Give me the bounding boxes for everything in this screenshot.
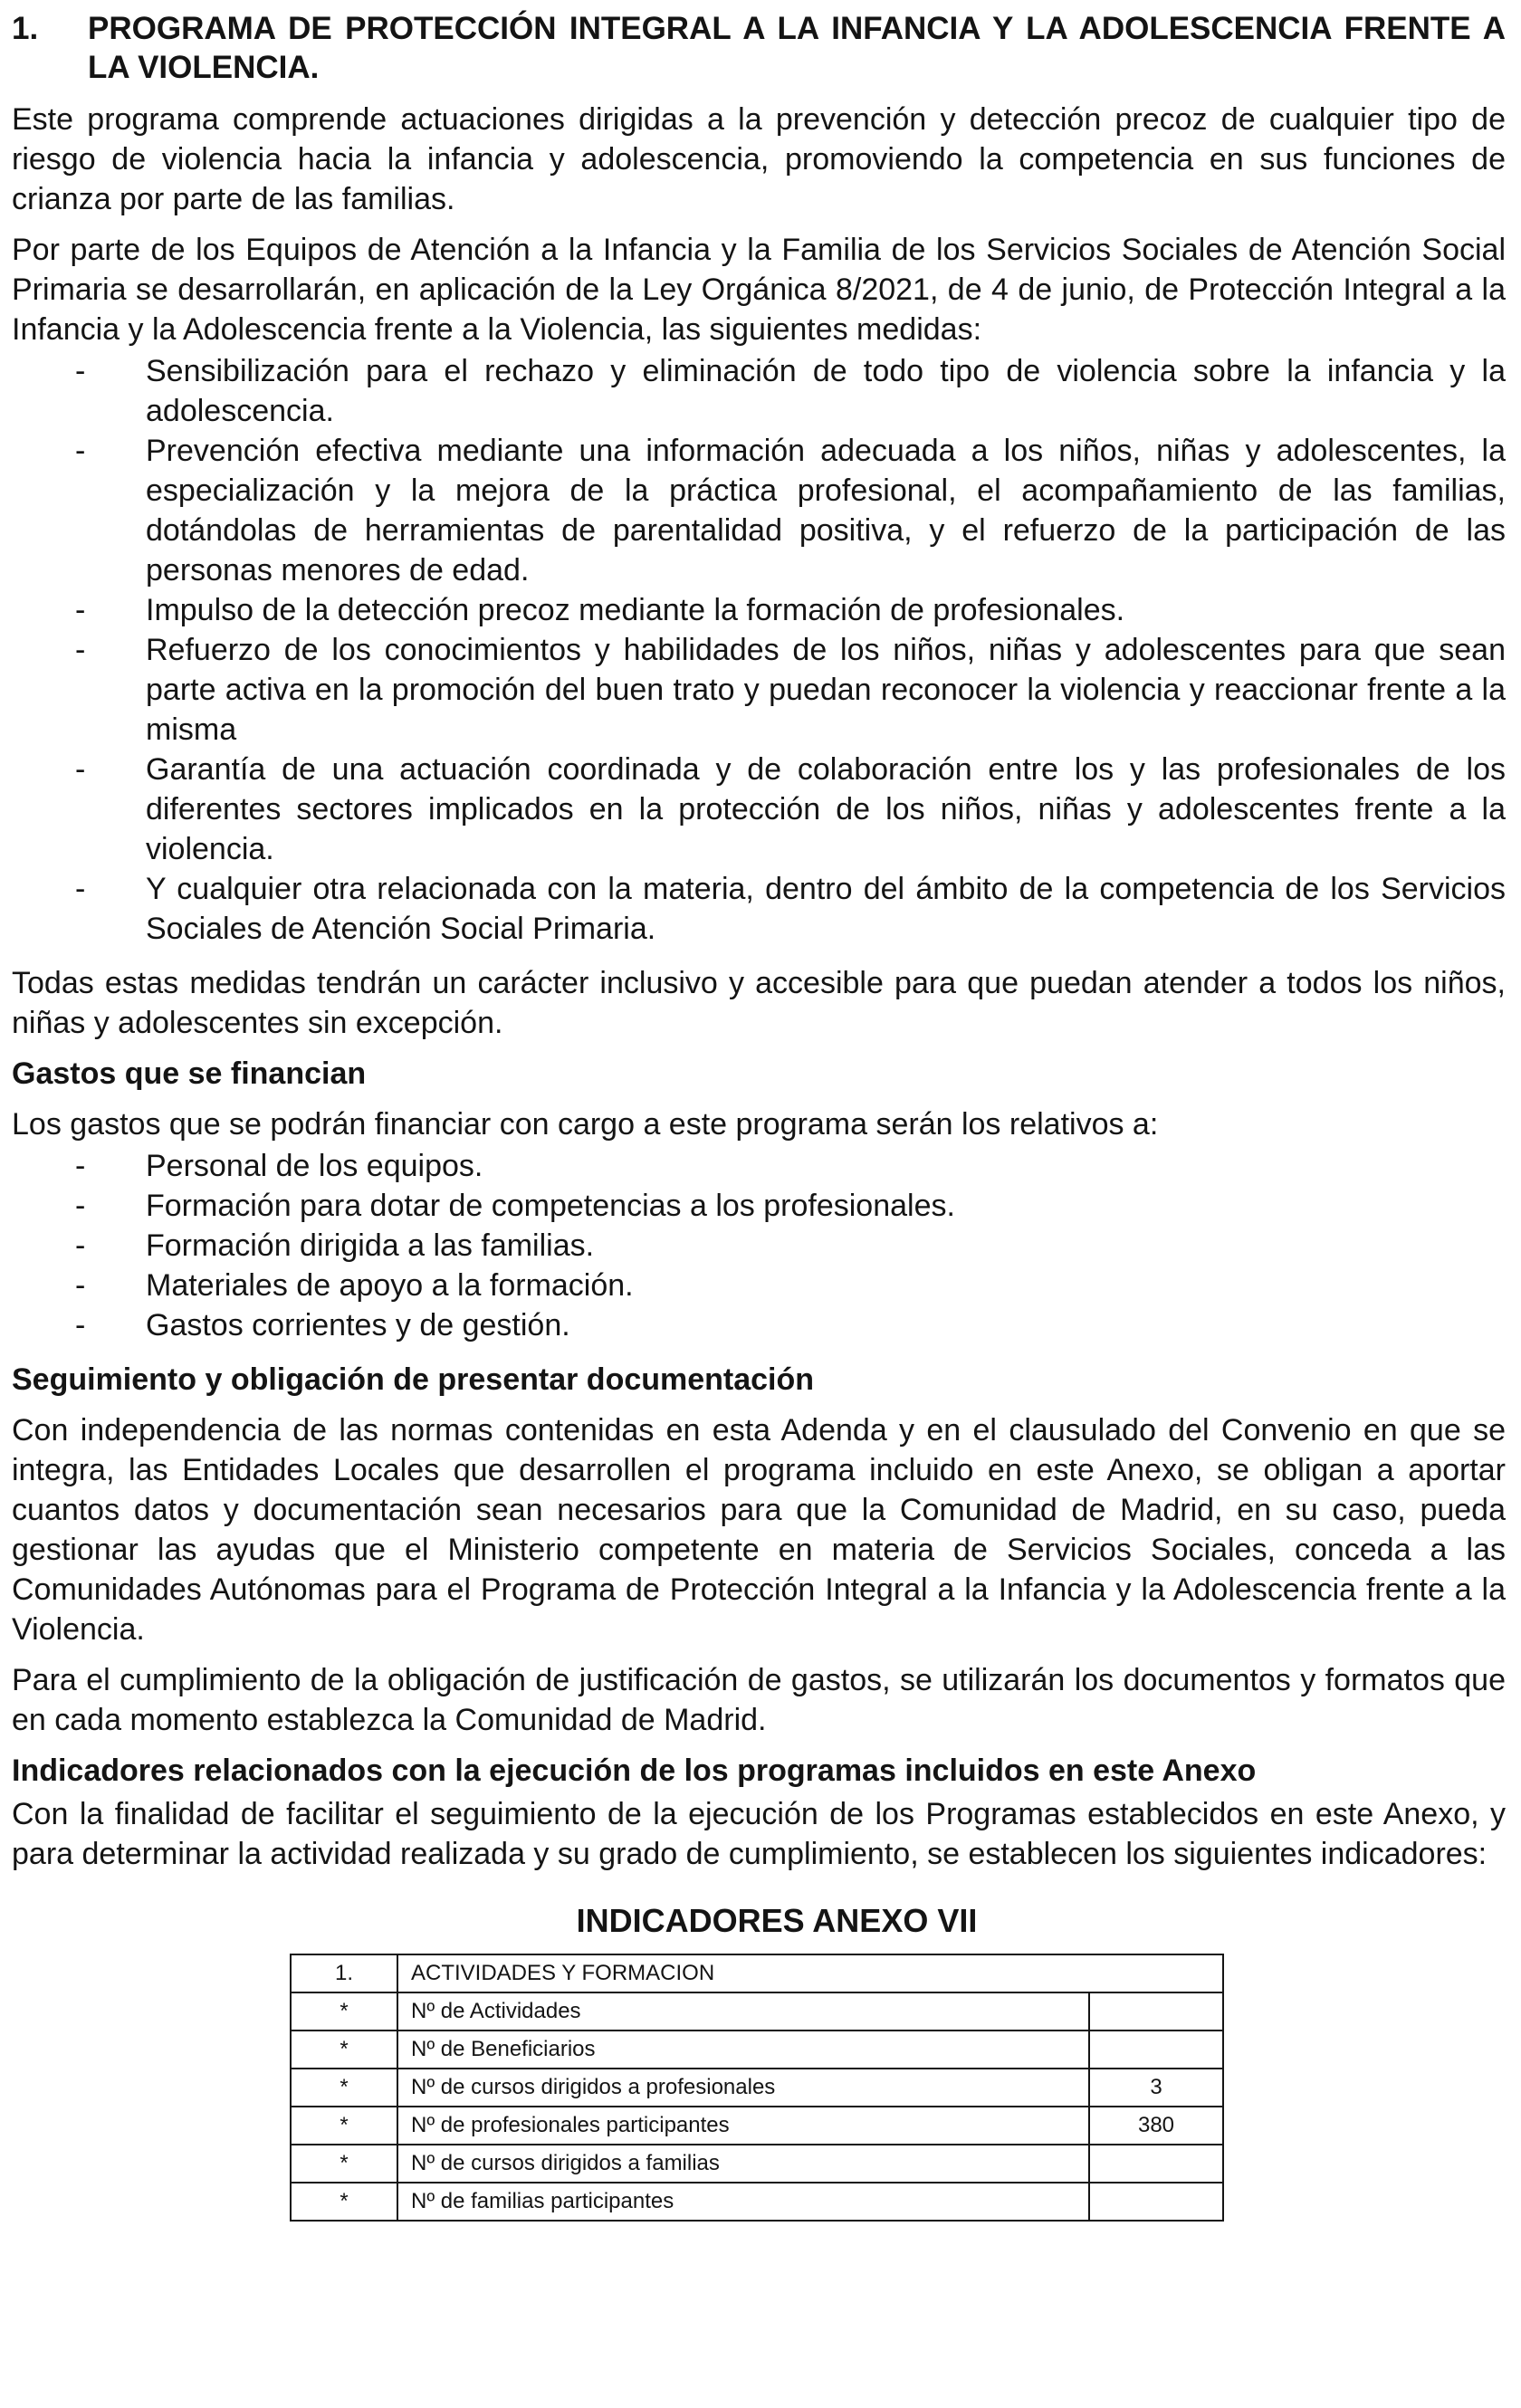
row-label: Nº de Beneficiarios (397, 2031, 1089, 2069)
list-item: - Impulso de la detección precoz mediante la formación de profesionales. (75, 593, 1125, 627)
intro-paragraph-2: Por parte de los Equipos de Atención a la Infancia y la Familia de los Servicios Sociales de Atención Social Primaria se desarrollarán, en aplicación de la Ley Orgánica 8/2021, de 4 de junio, de Protección Integral a la Infancia y la Adolescencia frente a la Violencia, las siguientes medidas: (12, 233, 1506, 347)
list-item: - Garantía de una actuación coordinada y de colaboración entre los y las profesionales de los diferentes sectores implicados en la protección de los niños, niñas y adolescentes frente a la violencia. (75, 752, 1506, 866)
row-mark: * (291, 1992, 397, 2031)
row-label: Nº de profesionales participantes (397, 2107, 1089, 2145)
row-label: Nº de Actividades (397, 1992, 1089, 2031)
table-row (291, 2183, 1223, 2221)
seguimiento-paragraph-1: Con independencia de las normas contenidas en esta Adenda y en el clausulado del Convenio en que se integra, las Entidades Locales que desarrollen el programa incluido en este Anexo, se obligan a aportar cuantos datos y documentación sean necesarios para que la Comunidad de Madrid, en su caso, pueda gestionar las ayudas que el Ministerio competente en materia de Servicios Sociales, conceda a las Comunidades Autónomas para el Programa de Protección Integral a la Infancia y la Adolescencia frente a la Violencia. (12, 1413, 1506, 1647)
indicadores-paragraph: Con la finalidad de facilitar el seguimiento de la ejecución de los Programas establecidos en este Anexo, y para determinar la actividad realizada y su grado de cumplimiento, se establecen los siguientes indicadores: (12, 1797, 1506, 1871)
row-value: 380 (1089, 2107, 1223, 2145)
table-row (291, 2107, 1223, 2145)
row-mark: * (291, 2145, 397, 2183)
section-heading (12, 9, 1506, 87)
list-item: - Y cualquier otra relacionada con la materia, dentro del ámbito de la competencia de los Servicios Sociales de Atención Social Primaria. (75, 872, 1506, 946)
row-value (1089, 2145, 1223, 2183)
list-item: - Formación para dotar de competencias a los profesionales. (75, 1189, 955, 1223)
section-title: PROGRAMA DE PROTECCIÓN INTEGRAL A LA INFANCIA Y LA ADOLESCENCIA FRENTE A LA VIOLENCIA. (88, 11, 1506, 85)
table-row (291, 2069, 1223, 2107)
section-number: 1. (12, 11, 39, 46)
table-header-row (291, 1954, 1223, 1992)
intro-paragraph-1: Este programa comprende actuaciones dirigidas a la prevención y detección precoz de cualquier tipo de riesgo de violencia hacia la infancia y adolescencia, promoviendo la competencia en sus funciones de crianza por parte de las familias. (12, 102, 1506, 216)
seguimiento-heading: Seguimiento y obligación de presentar documentación (12, 1362, 815, 1397)
list-item: - Formación dirigida a las familias. (75, 1228, 595, 1263)
table-row (291, 2145, 1223, 2183)
list-item: - Personal de los equipos. (75, 1149, 483, 1183)
row-label: Nº de familias participantes (397, 2183, 1089, 2221)
header-label: ACTIVIDADES Y FORMACION (397, 1954, 1223, 1992)
gastos-heading: Gastos que se financian (12, 1056, 367, 1091)
gastos-intro: Los gastos que se podrán financiar con cargo a este programa serán los relativos a: (12, 1107, 1159, 1142)
document-page (12, 9, 1506, 2222)
indicators-table (290, 1954, 1224, 2222)
table-row (291, 2031, 1223, 2069)
table-row (291, 1992, 1223, 2031)
row-value: 3 (1089, 2069, 1223, 2107)
list-item: - Sensibilización para el rechazo y eliminación de todo tipo de violencia sobre la infancia y la adolescencia. (75, 354, 1506, 428)
indicadores-heading: Indicadores relacionados con la ejecución de los programas incluidos en este Anexo (12, 1753, 1257, 1788)
medidas-list (12, 351, 1506, 949)
row-mark: * (291, 2107, 397, 2145)
seguimiento-paragraph-2: Para el cumplimiento de la obligación de justificación de gastos, se utilizarán los documentos y formatos que en cada momento establezca la Comunidad de Madrid. (12, 1663, 1506, 1737)
row-label: Nº de cursos dirigidos a profesionales (397, 2069, 1089, 2107)
list-item: - Refuerzo de los conocimientos y habilidades de los niños, niñas y adolescentes para que sean parte activa en la promoción del buen trato y puedan reconocer la violencia y reaccionar frente a la misma (75, 633, 1506, 747)
row-mark: * (291, 2069, 397, 2107)
row-value (1089, 2031, 1223, 2069)
row-label: Nº de cursos dirigidos a familias (397, 2145, 1089, 2183)
list-item: - Prevención efectiva mediante una información adecuada a los niños, niñas y adolescentes, la especialización y la mejora de la práctica profesional, el acompañamiento de las familias, dotándolas de herramientas de parentalidad positiva, y el refuerzo de la participación de las personas menores de edad. (75, 434, 1506, 588)
table-title: INDICADORES ANEXO VII (576, 1902, 978, 1939)
inclusive-paragraph: Todas estas medidas tendrán un carácter inclusivo y accesible para que puedan atender a todos los niños, niñas y adolescentes sin excepción. (12, 966, 1506, 1040)
row-mark: * (291, 2031, 397, 2069)
gastos-list (12, 1146, 1506, 1345)
row-value (1089, 1992, 1223, 2031)
header-number: 1. (291, 1954, 397, 1992)
row-mark: * (291, 2183, 397, 2221)
list-item: - Gastos corrientes y de gestión. (75, 1308, 570, 1343)
list-item: - Materiales de apoyo a la formación. (75, 1268, 634, 1303)
row-value (1089, 2183, 1223, 2221)
